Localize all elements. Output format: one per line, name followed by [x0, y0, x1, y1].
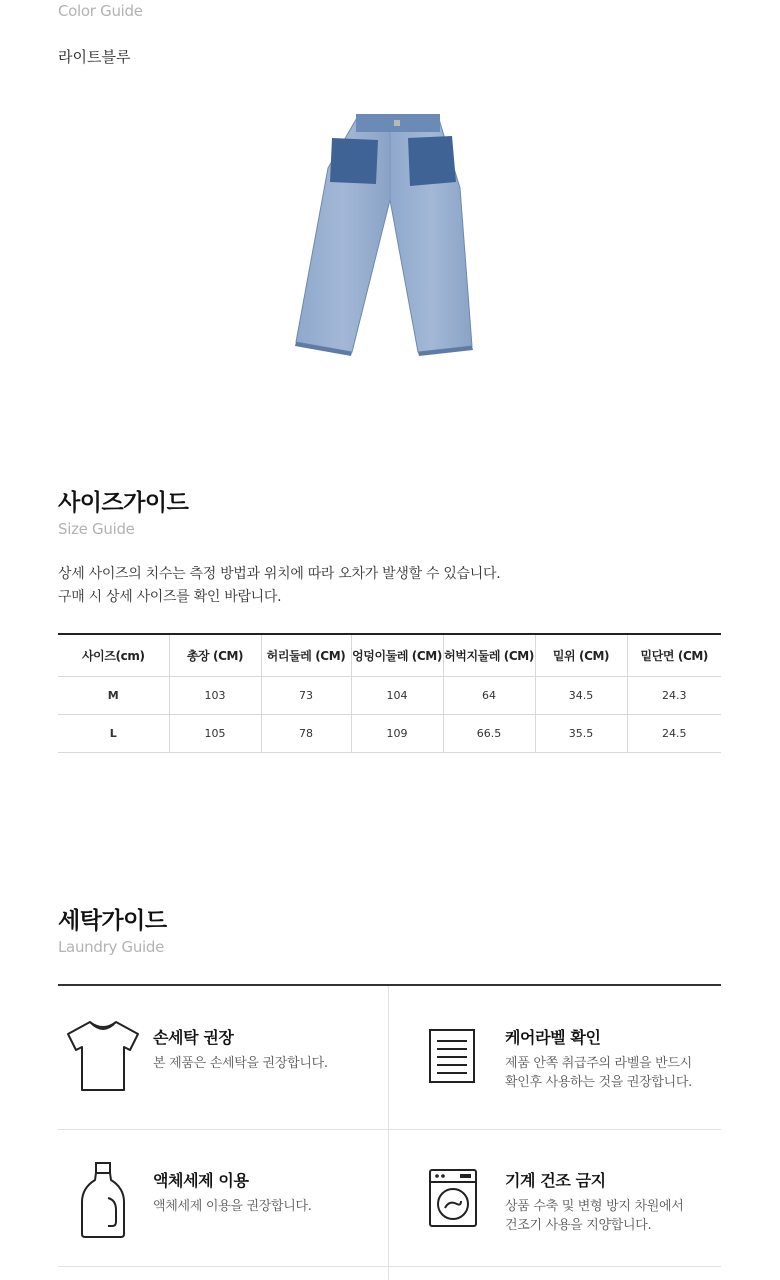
laundry-top-rule: [58, 984, 721, 986]
card-desc-line: 건조기 사용을 지양합니다.: [505, 1218, 652, 1233]
table-header: 총장 (CM): [169, 634, 261, 677]
table-cell: 34.5: [535, 677, 627, 715]
card-desc-line: 제품 안쪽 취급주의 라벨을 반드시: [505, 1056, 692, 1071]
table-header: 허벅지둘레 (CM): [443, 634, 535, 677]
card-desc: [153, 1197, 312, 1216]
table-row: [58, 677, 721, 715]
card-desc-line: 확인후 사용하는 것을 권장합니다.: [505, 1075, 692, 1090]
size-table: [58, 633, 721, 753]
size-guide-title: 사이즈가이드: [58, 490, 189, 516]
laundry-divider: [58, 1129, 721, 1130]
table-cell: 104: [351, 677, 443, 715]
card-title: 액체세제 이용: [153, 1171, 249, 1190]
table-header: 허리둘레 (CM): [261, 634, 351, 677]
table-header: 사이즈(cm): [58, 634, 169, 677]
size-guide-subtitle: Size Guide: [58, 520, 135, 538]
table-row: [58, 715, 721, 753]
card-title: 케어라벨 확인: [505, 1028, 601, 1047]
card-desc: [505, 1197, 684, 1235]
color-name: 라이트블루: [58, 48, 131, 66]
size-note: 상세 사이즈의 치수는 측정 방법과 위치에 따라 오차가 발생할 수 있습니다.: [58, 566, 501, 582]
card-title: 기계 건조 금지: [505, 1171, 606, 1190]
card-desc-line: 본 제품은 손세탁을 권장합니다.: [153, 1056, 328, 1071]
jeans-image: [290, 108, 480, 358]
card-desc-line: 액체세제 이용을 권장합니다.: [153, 1199, 312, 1214]
table-cell: L: [58, 715, 169, 753]
card-title: 손세탁 권장: [153, 1028, 234, 1047]
card-desc: [505, 1054, 692, 1092]
table-cell: 109: [351, 715, 443, 753]
size-note: 구매 시 상세 사이즈를 확인 바랍니다.: [58, 589, 282, 605]
table-header: 밑위 (CM): [535, 634, 627, 677]
card-desc: [153, 1054, 328, 1073]
laundry-guide-title: 세탁가이드: [58, 908, 167, 934]
table-cell: 24.5: [627, 715, 721, 753]
table-cell: 64: [443, 677, 535, 715]
detergent-bottle-icon: [80, 1160, 126, 1240]
table-header: 밑단면 (CM): [627, 634, 721, 677]
laundry-divider: [388, 986, 389, 1280]
table-cell: 35.5: [535, 715, 627, 753]
table-cell: 105: [169, 715, 261, 753]
tshirt-icon: [66, 1018, 140, 1094]
table-header-row: [58, 634, 721, 677]
care-label-icon: [428, 1028, 476, 1084]
table-cell: 66.5: [443, 715, 535, 753]
table-cell: 24.3: [627, 677, 721, 715]
table-cell: 73: [261, 677, 351, 715]
laundry-guide-subtitle: Laundry Guide: [58, 938, 165, 956]
laundry-divider: [58, 1266, 721, 1267]
table-cell: M: [58, 677, 169, 715]
card-desc-line: 상품 수축 및 변형 방지 차원에서: [505, 1199, 684, 1214]
table-cell: 103: [169, 677, 261, 715]
table-cell: 78: [261, 715, 351, 753]
table-header: 엉덩이둘레 (CM): [351, 634, 443, 677]
size-notes: [58, 563, 500, 609]
washing-machine-icon: [428, 1168, 478, 1228]
color-guide-label: Color Guide: [58, 2, 143, 20]
